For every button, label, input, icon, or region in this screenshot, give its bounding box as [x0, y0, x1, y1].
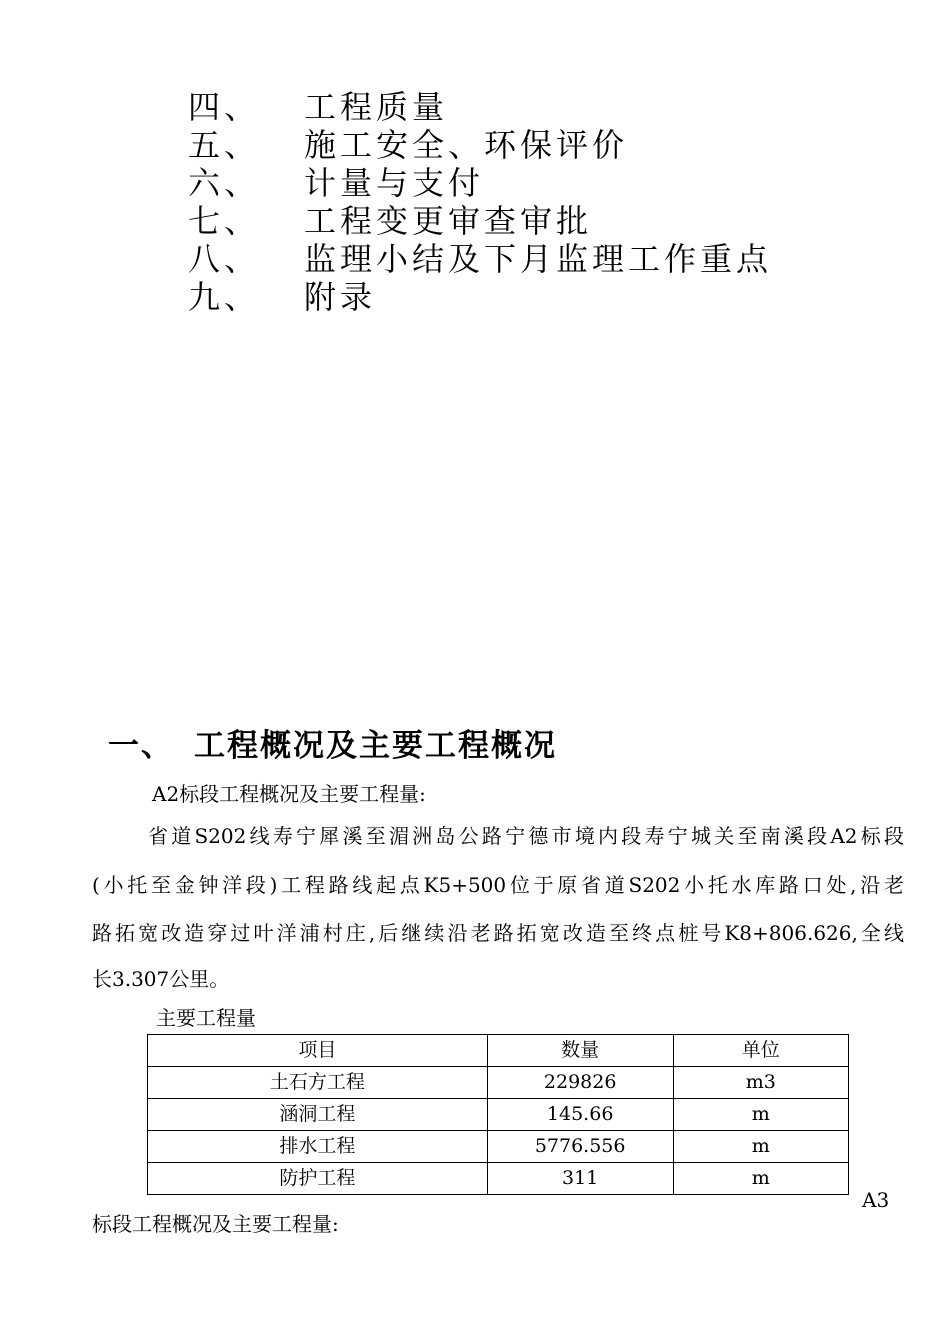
- toc-item-title: 监理小结及下月监理工作重点: [304, 240, 773, 278]
- quantity-cell: 229826: [487, 1067, 673, 1099]
- column-header: 项目: [148, 1035, 488, 1067]
- quantity-cell: 145.66: [487, 1099, 673, 1131]
- table-row: [148, 1099, 849, 1131]
- paragraph-line: 长3.307公里。: [92, 967, 230, 991]
- toc-item: [188, 126, 772, 164]
- toc-item-number: 六、: [188, 164, 261, 202]
- a3-prefix: A3: [862, 1188, 890, 1212]
- table-row: [148, 1131, 849, 1163]
- paragraph-line: 路拓宽改造穿过叶洋浦村庄,后继续沿老路拓宽改造至终点桩号K8+806.626,全线: [92, 921, 904, 945]
- section-title: 工程概况及主要工程概况: [194, 728, 557, 764]
- item-cell: 排水工程: [148, 1131, 488, 1163]
- a2-subtitle: A2标段工程概况及主要工程量:: [152, 782, 426, 806]
- toc-item-title: 工程质量: [304, 88, 449, 126]
- table-row: [148, 1067, 849, 1099]
- a3-subtitle: 标段工程概况及主要工程量:: [92, 1212, 339, 1236]
- section-number: 一、: [108, 728, 174, 764]
- toc-item-title: 施工安全、环保评价: [304, 126, 629, 164]
- table-row: [148, 1163, 849, 1195]
- toc-item-number: 四、: [188, 88, 261, 126]
- toc-item: [188, 240, 772, 278]
- toc-item: [188, 202, 772, 240]
- toc-item-title: 工程变更审查审批: [304, 202, 593, 240]
- toc-item-number: 八、: [188, 240, 261, 278]
- unit-cell: m: [673, 1163, 849, 1195]
- quantity-cell: 5776.556: [487, 1131, 673, 1163]
- paragraph-line: (小托至金钟洋段)工程路线起点K5+500位于原省道S202小托水库路口处,沿老: [92, 873, 904, 897]
- quantity-table: [147, 1034, 849, 1195]
- toc-item-number: 九、: [188, 278, 261, 316]
- toc-item-number: 五、: [188, 126, 261, 164]
- toc-item: [188, 164, 772, 202]
- table-caption: 主要工程量: [156, 1006, 256, 1030]
- unit-cell: m3: [673, 1067, 849, 1099]
- quantity-cell: 311: [487, 1163, 673, 1195]
- item-cell: 涵洞工程: [148, 1099, 488, 1131]
- item-cell: 土石方工程: [148, 1067, 488, 1099]
- toc-item-number: 七、: [188, 202, 261, 240]
- table-header-row: [148, 1035, 849, 1067]
- toc-item: [188, 88, 772, 126]
- toc-item-title: 计量与支付: [304, 164, 485, 202]
- column-header: 单位: [673, 1035, 849, 1067]
- paragraph-line: 省道S202线寿宁犀溪至湄洲岛公路宁德市境内段寿宁城关至南溪段A2标段: [148, 824, 904, 848]
- column-header: 数量: [487, 1035, 673, 1067]
- table-of-contents: [188, 88, 772, 316]
- section-heading: [108, 720, 557, 765]
- unit-cell: m: [673, 1131, 849, 1163]
- unit-cell: m: [673, 1099, 849, 1131]
- item-cell: 防护工程: [148, 1163, 488, 1195]
- toc-item: [188, 278, 772, 316]
- toc-item-title: 附录: [304, 278, 377, 316]
